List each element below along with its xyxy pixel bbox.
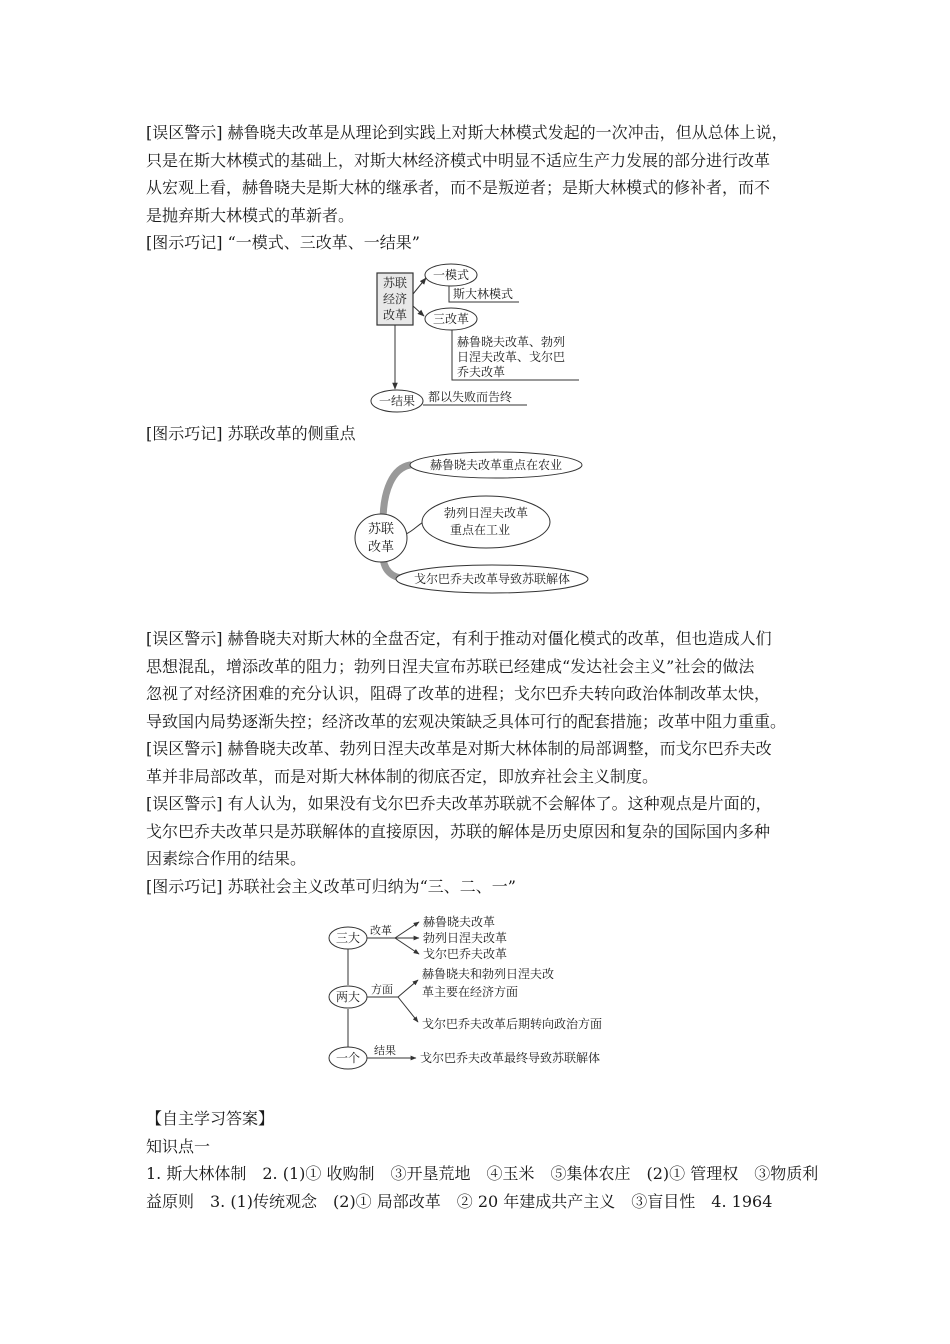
- text-line: 思想混乱，增添改革的阻力；勃列日涅夫宣布苏联已经建成“发达社会主义”社会的做法: [146, 656, 755, 676]
- result-node-label: 一结果: [378, 394, 416, 408]
- text-line: [误区警示] 赫鲁晓夫改革是从理论到实践上对斯大林模式发起的一次冲击，但从总体上说，: [146, 123, 788, 142]
- diagram-heading: [图示巧记] 苏联社会主义改革可归纳为“三、二、一”: [146, 876, 516, 896]
- reforms-text: 乔夫改革: [457, 365, 506, 379]
- text-line: 只是在斯大林模式的基础上，对斯大林经济模式中明显不适应生产力发展的部分进行改革: [146, 150, 771, 170]
- answers-subtitle: 知识点一: [146, 1136, 211, 1156]
- answer-line: 1. 斯大林体制 2. (1)① 收购制 ③开垦荒地 ④玉米 ⑤集体农庄 (2)① 管理权 ③物质利: [146, 1164, 819, 1183]
- aspect-item: 赫鲁晓夫和勃列日涅夫改: [422, 967, 555, 981]
- focus-item-3-label: 戈尔巴乔夫改革导致苏联解体: [413, 572, 571, 586]
- arrow: [395, 922, 419, 938]
- label-aspect: 方面: [371, 983, 393, 996]
- arrow: [395, 938, 419, 954]
- focus-item-2-label: 勃列日涅夫改革: [443, 506, 529, 520]
- heading-text: [图示巧记] 苏联改革的侧重点: [146, 424, 356, 443]
- model-text: 斯大林模式: [453, 287, 514, 301]
- model-node-label: 一模式: [432, 268, 470, 282]
- center-line: 苏联: [367, 522, 395, 537]
- node-three-label: 三大: [335, 931, 361, 945]
- aspect-item: 戈尔巴乔夫改革后期转向政治方面: [422, 1017, 603, 1031]
- node-two-label: 两大: [335, 990, 361, 1004]
- diagram-heading: [图示巧记] “一模式、三改革、一结果”: [146, 233, 420, 252]
- result-text: 都以失败而告终: [428, 390, 513, 404]
- text-line: 是抛弃斯大林模式的革新者。: [146, 205, 355, 225]
- reform-item: 戈尔巴乔夫改革: [423, 947, 508, 961]
- text-line: 从宏观上看，赫鲁晓夫是斯大林的继承者，而不是叛逆者；是斯大林模式的修补者，而不: [146, 178, 771, 197]
- reforms-text: 日涅夫改革、戈尔巴: [457, 350, 566, 364]
- answers-title: 【自主学习答案】: [146, 1109, 275, 1128]
- node-one-label: 一个: [335, 1051, 361, 1065]
- text-line: [误区警示] 有人认为，如果没有戈尔巴乔夫改革苏联就不会解体了。这种观点是片面的，: [146, 794, 772, 813]
- arrow: [398, 980, 418, 997]
- arrow: [398, 997, 418, 1022]
- reforms-text: 赫鲁晓夫改革、勃列: [457, 335, 566, 349]
- label-result: 结果: [374, 1044, 396, 1057]
- text-line: 戈尔巴乔夫改革只是苏联解体的直接原因，苏联的解体是历史原因和复杂的国际国内多种: [146, 821, 771, 841]
- text-line: 革并非局部改革，而是对斯大林体制的彻底否定，即放弃社会主义制度。: [146, 766, 659, 786]
- text-line: 忽视了对经济困难的充分认识，阻碍了改革的进程；戈尔巴乔夫转向政治体制改革太快，: [146, 684, 771, 703]
- label-reform: 改革: [370, 924, 392, 937]
- box-line: 改革: [382, 308, 408, 322]
- result-item: 戈尔巴乔夫改革最终导致苏联解体: [420, 1051, 601, 1065]
- focus-item-2-label: 重点在工业: [449, 523, 511, 537]
- reforms-node-label: 三改革: [432, 312, 470, 326]
- box-line: 苏联: [382, 276, 408, 290]
- center-line: 改革: [367, 540, 395, 555]
- reform-item: 赫鲁晓夫改革: [423, 915, 496, 929]
- text-line: 因素综合作用的结果。: [146, 849, 307, 868]
- aspect-item: 革主要在经济方面: [422, 985, 519, 999]
- box-line: 经济: [382, 292, 408, 306]
- reform-item: 勃列日涅夫改革: [423, 931, 508, 945]
- answer-line: 益原则 3. (1)传统观念 (2)① 局部改革 ② 20 年建成共产主义 ③盲目性 4. 1964: [146, 1191, 773, 1211]
- focus-item-1-label: 赫鲁晓夫改革重点在农业: [429, 458, 563, 472]
- text-line: 导致国内局势逐渐失控；经济改革的宏观决策缺乏具体可行的配套措施；改革中阻力重重。: [146, 711, 787, 731]
- text-line: [误区警示] 赫鲁晓夫对斯大林的全盘否定，有利于推动对僵化模式的改革，但也造成人们: [146, 629, 772, 648]
- answers-section: [146, 1105, 818, 1215]
- text-line: [误区警示] 赫鲁晓夫改革、勃列日涅夫改革是对斯大林体制的局部调整，而戈尔巴乔夫改: [146, 739, 772, 758]
